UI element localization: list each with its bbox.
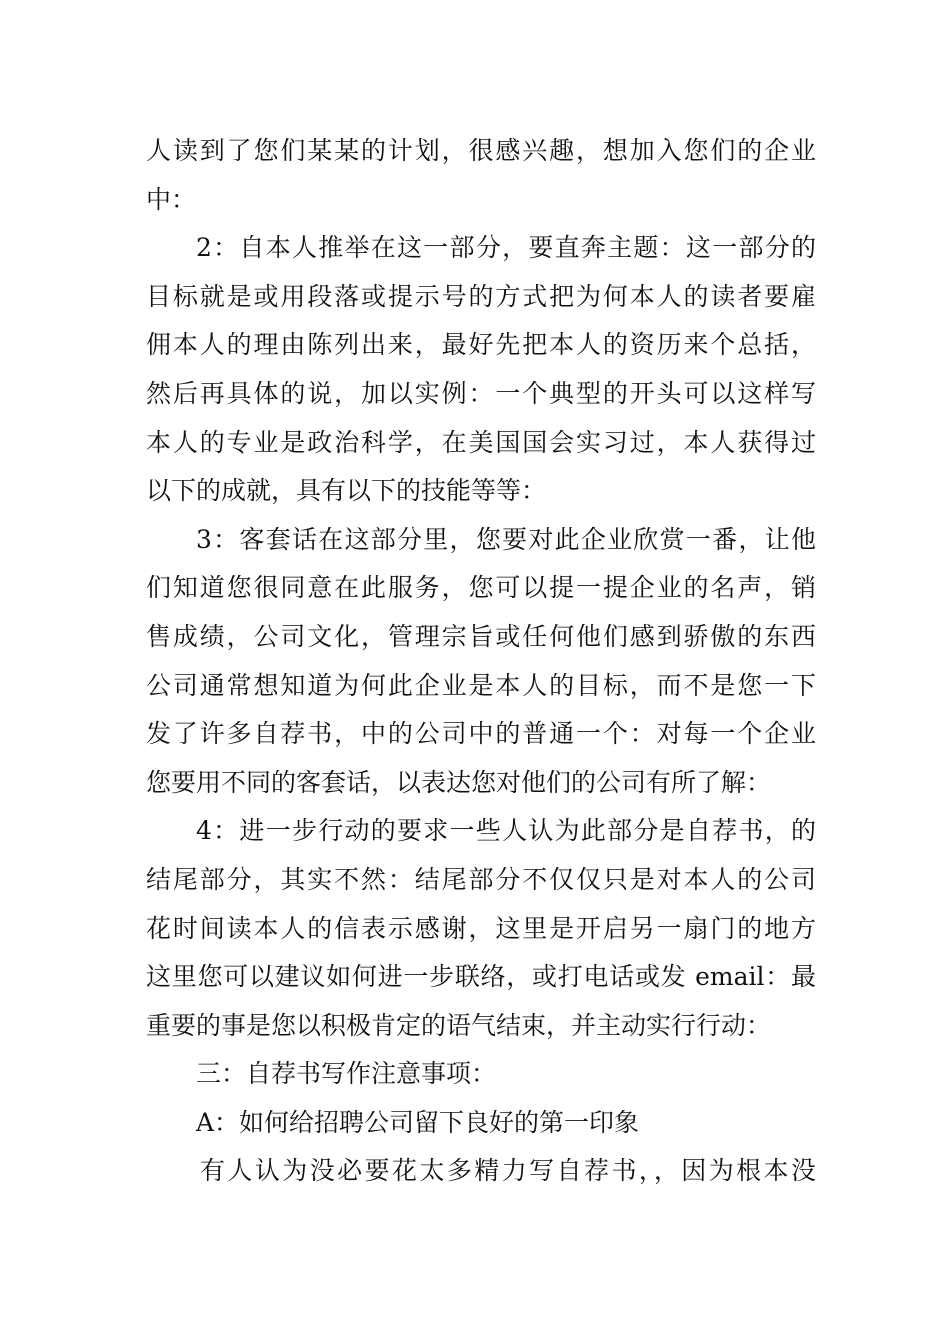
text-line: 2：自本人推举在这一部分，要直奔主题：这一部分的 bbox=[196, 233, 816, 263]
text-line: 售成绩，公司文化，管理宗旨或任何他们感到骄傲的东西 bbox=[146, 621, 816, 651]
text-line: 中： bbox=[146, 184, 197, 214]
text-line: 然后再具体的说，加以实例：一个典型的开头可以这样写 bbox=[146, 378, 816, 408]
text-line: 重要的事是您以积极肯定的语气结束，并主动实行行动： bbox=[146, 1010, 772, 1040]
text-line: 结尾部分，其实不然：结尾部分不仅仅只是对本人的公司 bbox=[146, 864, 816, 894]
document-body bbox=[146, 127, 816, 1196]
text-line: 这里您可以建议如何进一步联络，或打电话或发 email：最 bbox=[146, 962, 816, 992]
text-line: 人读到了您们某某的计划，很感兴趣，想加入您们的企业 bbox=[146, 136, 816, 165]
text-line: 本人的专业是政治科学，在美国国会实习过，本人获得过 bbox=[146, 427, 816, 457]
text-line: 您要用不同的客套话，以表达您对他们的公司有所了解： bbox=[146, 767, 772, 797]
text-line: 以下的成就，具有以下的技能等等： bbox=[146, 476, 547, 506]
text-line: 花时间读本人的信表示感谢，这里是开启另一扇门的地方 bbox=[146, 913, 816, 943]
text-line: 发了许多自荐书，中的公司中的普通一个：对每一个企业 bbox=[146, 719, 816, 749]
subsection-heading: A：如何给招聘公司留下良好的第一印象 bbox=[196, 1107, 640, 1137]
text-line: 佣本人的理由陈列出来，最好先把本人的资历来个总括， bbox=[146, 330, 816, 360]
text-line: 公司通常想知道为何此企业是本人的目标，而不是您一下 bbox=[146, 670, 816, 700]
text-line: 们知道您很同意在此服务，您可以提一提企业的名声，销 bbox=[146, 573, 816, 603]
text-line: 3：客套话在这部分里，您要对此企业欣赏一番，让他 bbox=[196, 524, 816, 554]
text-line: 4：进一步行动的要求一些人认为此部分是自荐书，的 bbox=[196, 816, 816, 846]
section-heading: 三：自荐书写作注意事项： bbox=[196, 1059, 497, 1089]
text-line: 有人认为没必要花太多精力写自荐书，，因为根本没 bbox=[200, 1156, 816, 1186]
text-line: 目标就是或用段落或提示号的方式把为何本人的读者要雇 bbox=[146, 281, 816, 311]
